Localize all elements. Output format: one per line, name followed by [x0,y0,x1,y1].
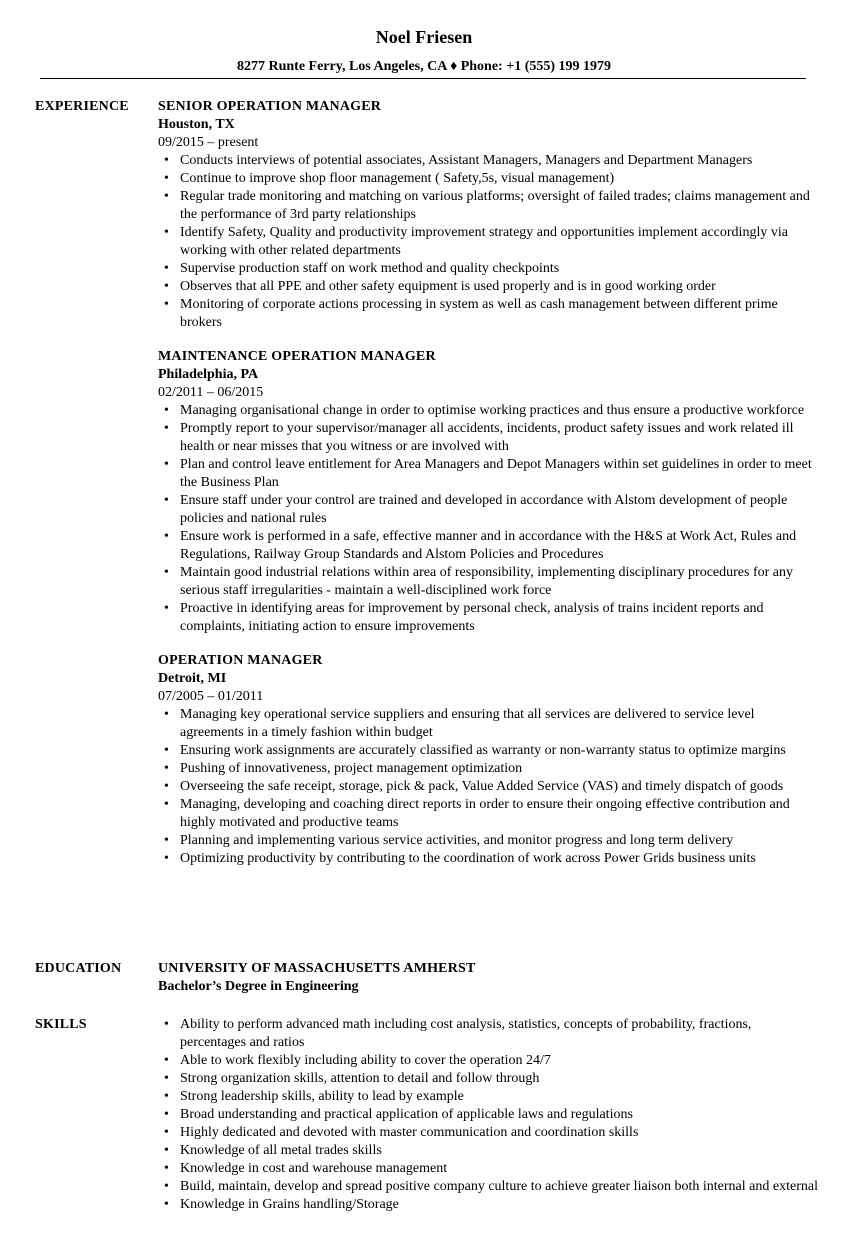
job-bullet: • Managing, developing and coaching direct reports in order to ensure their ongoing effective contribution and highly motivated and productive teams [180,796,818,832]
job-bullet: • Ensuring work assignments are accurately classified as warranty or non-warranty status to optimize margins [180,742,818,760]
job-bullet: • Overseeing the safe receipt, storage, pick & pack, Value Added Service (VAS) and timely dispatch of goods [180,778,818,796]
job-bullet: • Identify Safety, Quality and productivity improvement strategy and opportunities implement accordingly via working with other related departments [180,224,818,260]
contact-line: 8277 Runte Ferry, Los Angeles, CA ♦ Phone: +1 (555) 199 1979 [236,59,612,74]
job-bullet: • Supervise production staff on work method and quality checkpoints [180,260,818,278]
skill-item: • Strong organization skills, attention to detail and follow through [180,1070,818,1088]
job-bullet-list [158,706,818,868]
job-title: MAINTENANCE OPERATION MANAGER [158,349,436,364]
skills-body [158,1016,818,1214]
job-entry [158,98,818,332]
job-bullet: • Proactive in identifying areas for improvement by personal check, analysis of trains incident reports and complaints, initiating action to ensure improvements [180,600,818,636]
job-location: Philadelphia, PA [158,367,259,382]
job-bullet: • Continue to improve shop floor management ( Safety,5s, visual management) [180,170,818,188]
skill-item: • Build, maintain, develop and spread positive company culture to achieve greater liaison both internal and external [180,1178,818,1196]
skills-heading: SKILLS [35,1017,87,1032]
skill-item: • Able to work flexibly including ability to cover the operation 24/7 [180,1052,818,1070]
skill-item: • Knowledge in Grains handling/Storage [180,1196,818,1214]
job-bullet: • Ensure work is performed in a safe, effective manner and in accordance with the H&S at Work Act, Rules and Regulations, Railway Group Standards and Alstom Policies and Procedures [180,528,818,564]
job-location: Houston, TX [158,117,235,132]
job-bullet: • Monitoring of corporate actions processing in system as well as cash management between different prime brokers [180,296,818,332]
job-bullet: • Pushing of innovativeness, project management optimization [180,760,818,778]
job-dates: 02/2011 – 06/2015 [158,385,264,400]
skill-item: • Broad understanding and practical application of applicable laws and regulations [180,1106,818,1124]
skill-item: • Knowledge of all metal trades skills [180,1142,818,1160]
job-bullet-list [158,152,818,332]
job-bullet: • Promptly report to your supervisor/manager all accidents, incidents, product safety issues and work related ill health or near misses that you witness or are involved with [180,420,818,456]
candidate-name: Noel Friesen [375,27,473,47]
job-entry [158,348,818,636]
job-bullet: • Managing key operational service suppliers and ensuring that all services are delivered to service level agreements in a timely fashion within budget [180,706,818,742]
job-bullet: • Plan and control leave entitlement for Area Managers and Depot Managers within set guidelines in order to meet the Business Plan [180,456,818,492]
skill-item: • Ability to perform advanced math including cost analysis, statistics, concepts of probability, fractions, percentages and ratios [180,1016,818,1052]
job-bullet: • Ensure staff under your control are trained and developed in accordance with Alstom development of people policies and national rules [180,492,818,528]
experience-body [158,98,818,884]
job-title: OPERATION MANAGER [158,653,323,668]
skill-item: • Knowledge in cost and warehouse management [180,1160,818,1178]
job-bullet: • Planning and implementing various service activities, and monitor progress and long term delivery [180,832,818,850]
header-divider [40,78,806,79]
skills-list [158,1016,818,1214]
job-bullet: • Regular trade monitoring and matching on various platforms; oversight of failed trades; claims management and the performance of 3rd party relationships [180,188,818,224]
job-title: SENIOR OPERATION MANAGER [158,99,382,114]
experience-heading: EXPERIENCE [35,99,129,114]
job-bullet: • Observes that all PPE and other safety equipment is used properly and is in good working order [180,278,818,296]
job-entry [158,652,818,868]
skill-item: • Highly dedicated and devoted with master communication and coordination skills [180,1124,818,1142]
job-bullet-list [158,402,818,636]
skill-item: • Strong leadership skills, ability to lead by example [180,1088,818,1106]
job-location: Detroit, MI [158,671,227,686]
school-name: UNIVERSITY OF MASSACHUSETTS AMHERST [158,961,476,976]
job-bullet: • Conducts interviews of potential associates, Assistant Managers, Managers and Department Managers [180,152,818,170]
education-heading: EDUCATION [35,961,122,976]
job-bullet: • Maintain good industrial relations within area of responsibility, implementing disciplinary procedures for any serious staff irregularities - maintain a well-disciplined work force [180,564,818,600]
job-dates: 07/2005 – 01/2011 [158,689,264,704]
education-body [158,960,818,996]
job-bullet: • Managing organisational change in order to optimise working practices and thus ensure a productive workforce [180,402,818,420]
job-dates: 09/2015 – present [158,135,259,150]
degree: Bachelor’s Degree in Engineering [158,979,359,994]
job-bullet: • Optimizing productivity by contributing to the coordination of work across Power Grids business units [180,850,818,868]
